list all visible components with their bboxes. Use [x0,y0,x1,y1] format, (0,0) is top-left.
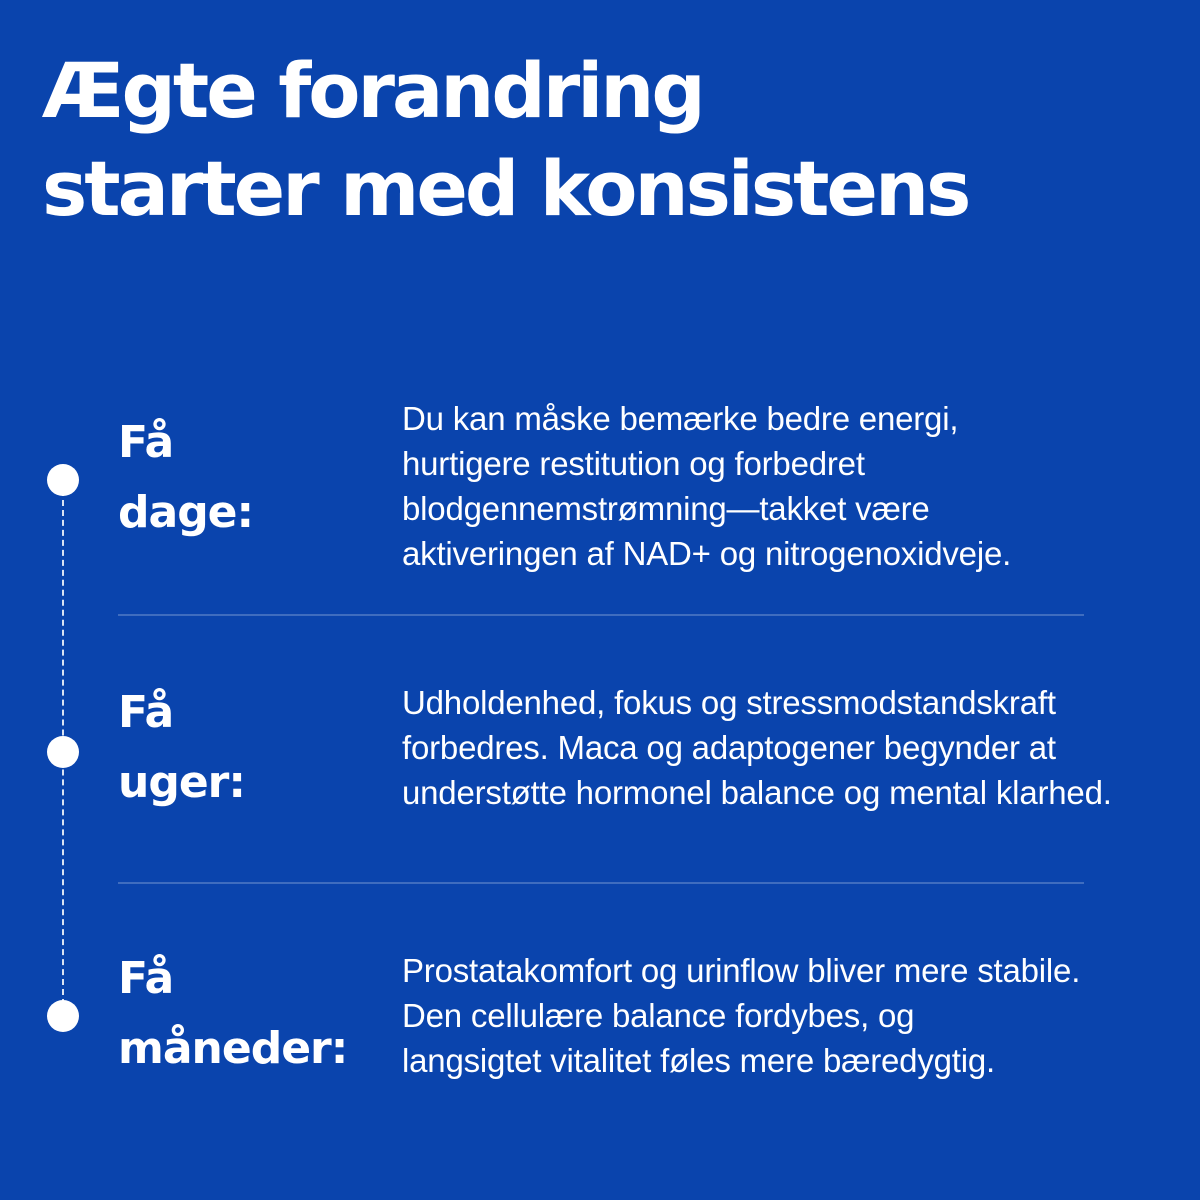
stage-description-days [402,396,1192,576]
section-divider [118,882,1084,884]
description-line: understøtte hormonel balance og mental klarhed. [402,774,1112,811]
stage-label-line: dage: [118,487,254,538]
stage-label-line: uger: [118,757,245,808]
description-line: langsigtet vitalitet føles mere bæredygtig. [402,1042,996,1079]
headline [42,42,1172,238]
stage-description-weeks [402,680,1192,815]
timeline-dot-months [47,1000,79,1032]
description-line: blodgennemstrømning—takket være [402,490,930,527]
headline-line-1: Ægte forandring [42,46,703,135]
stage-label-months [118,944,388,1084]
stage-label-weeks [118,678,388,818]
description-line: hurtigere restitution og forbedret [402,445,865,482]
timeline-dot-days [47,464,79,496]
headline-line-2: starter med konsistens [42,144,969,233]
stage-label-days [118,408,388,548]
description-line: Den cellulære balance fordybes, og [402,997,915,1034]
description-line: forbedres. Maca og adaptogener begynder at [402,729,1056,766]
section-divider [118,614,1084,616]
description-line: Du kan måske bemærke bedre energi, [402,400,959,437]
stage-label-line: Få [118,687,174,738]
stage-label-line: Få [118,953,174,1004]
description-line: aktiveringen af NAD+ og nitrogenoxidveje. [402,535,1012,572]
stage-label-line: måneder: [118,1023,348,1074]
description-line: Prostatakomfort og urinflow bliver mere stabile. [402,952,1081,989]
timeline-dot-weeks [47,736,79,768]
description-line: Udholdenhed, fokus og stressmodstandskraft [402,684,1056,721]
stage-label-line: Få [118,417,174,468]
stage-description-months [402,948,1192,1083]
